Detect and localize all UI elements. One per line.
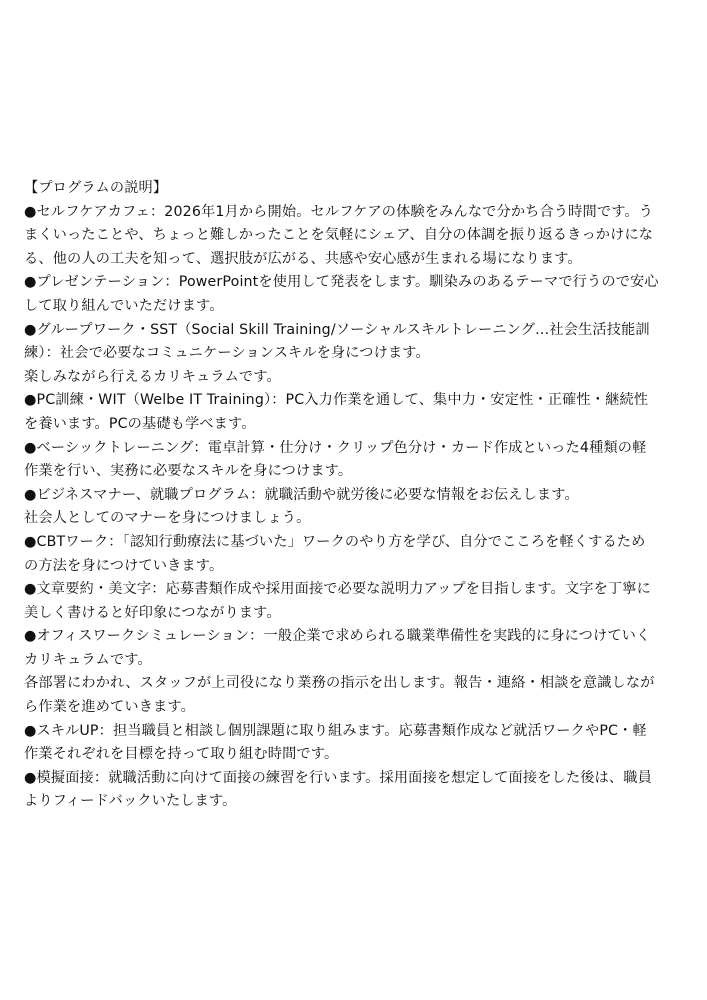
text-line: よりフィードバックいたします。	[24, 793, 237, 810]
text-line: 作業を行い、実務に必要なスキルを身につけます。	[24, 463, 353, 480]
text-line: ●グループワーク・SST（Social Skill Training/ソーシャルスキルトレーニング…社会生活技能訓	[24, 321, 650, 338]
text-line: を養います。PCの基礎も学べます。	[24, 415, 256, 432]
text-line: ●ベーシックトレーニング：電卓計算・仕分け・クリップ色分け・カード作成といった4種類の軽	[24, 439, 647, 456]
text-line: 各部署にわかれ、スタッフが上司役になり業務の指示を出します。報告・連絡・相談を意識しなが	[24, 675, 655, 692]
text-line: ●PC訓練・WIT（Welbe IT Training）：PC入力作業を通して、集中力・安定性・正確性・継続性	[24, 392, 649, 409]
text-line: の方法を身につけていきます。	[24, 557, 224, 574]
program-description	[24, 177, 680, 814]
section-heading: 【プログラムの説明】	[24, 180, 168, 196]
text-line: ●オフィスワークシミュレーション：一般企業で求められる職業準備性を実践的に身につけていく	[24, 628, 651, 645]
text-line: る、他の人の工夫を知って、選択肢が広がる、共感や安心感が生まれる場になります。	[24, 250, 582, 267]
text-line: ●スキルUP：担当職員と相談し個別課題に取り組みます。応募書類作成など就活ワークやPC・軽	[24, 722, 647, 739]
text-line: ●模擬面接：就職活動に向けて面接の練習を行います。採用面接を想定して面接をした後は、職員	[24, 769, 652, 786]
text-line: ●ビジネスマナー、就職プログラム：就職活動や就労後に必要な情報をお伝えします。	[24, 486, 579, 503]
text-line: 楽しみながら行えるカリキュラムです。	[24, 368, 281, 385]
text-line: して取り組んでいただけます。	[24, 297, 224, 314]
text-line: 美しく書けると好印象につながります。	[24, 604, 281, 621]
text-line: カリキュラムです。	[24, 651, 152, 668]
text-line: ●プレゼンテーション：PowerPointを使用して発表をします。馴染みのあるテーマで行うので安心	[24, 274, 659, 291]
text-line: ら作業を進めていきます。	[24, 699, 195, 716]
text-line: 作業それぞれを目標を持って取り組む時間です。	[24, 746, 339, 763]
text-line: まくいったことや、ちょっと難しかったことを気軽にシェア、自分の体調を振り返るきっかけにな	[24, 227, 654, 244]
text-line: ●CBTワーク：「認知行動療法に基づいた」ワークのやり方を学び、自分でこころを軽くするため	[24, 533, 646, 550]
text-line: 練）：社会で必要なコミュニケーションスキルを身につけます。	[24, 345, 430, 362]
text-line: 社会人としてのマナーを身につけましょう。	[24, 510, 311, 527]
text-line: ●文章要約・美文字：応募書類作成や採用面接で必要な説明力アップを目指します。文字を丁寧に	[24, 581, 651, 598]
text-line: ●セルフケアカフェ：2026年1月から開始。セルフケアの体験をみんなで分かち合う時間です。う	[24, 203, 654, 220]
